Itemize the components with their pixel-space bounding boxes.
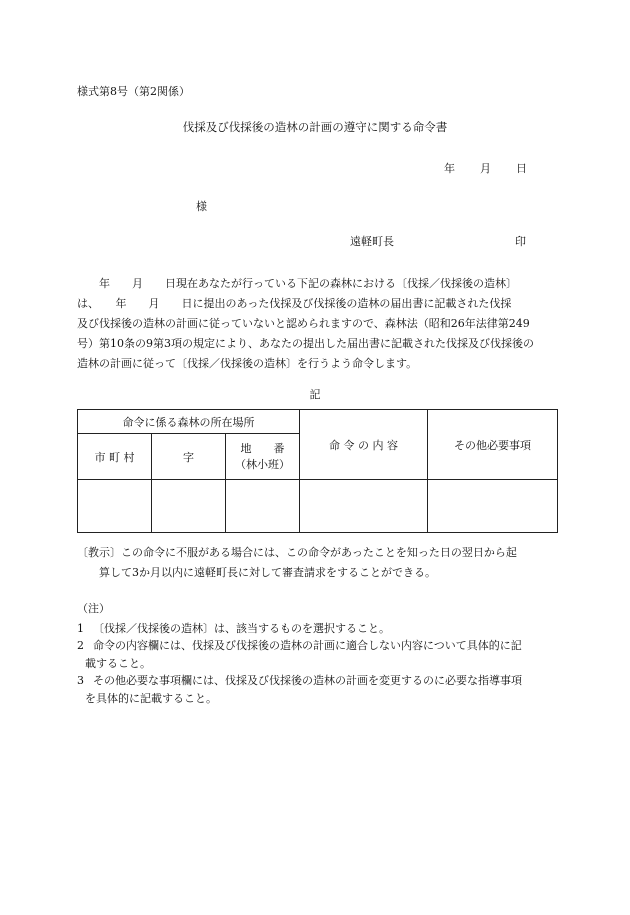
date-month: 月: [480, 162, 491, 175]
city-cell[interactable]: [78, 480, 152, 533]
chiban-header: [226, 434, 300, 480]
order-content-cell[interactable]: [300, 480, 428, 533]
note-text: 〔伐採／伐採後の造林〕は、該当するものを選択すること。: [93, 621, 390, 635]
addressee: 様: [196, 200, 207, 213]
note-item: [77, 637, 557, 655]
note-continuation: を具体的に記載すること。: [85, 691, 217, 705]
notice-line: 算して3か月以内に遠軽町長に対して審査請求をすることができる。: [99, 566, 436, 579]
aza-cell[interactable]: [152, 480, 226, 533]
notice: [77, 543, 557, 583]
city-header: 市 町 村: [78, 434, 152, 480]
chiban-label: 地 番: [240, 441, 285, 455]
note-item: [77, 620, 557, 638]
chiban-cell[interactable]: [226, 480, 300, 533]
order-table: [77, 409, 558, 533]
aza-header: 字: [152, 434, 226, 480]
order-content-header: 命 令 の 内 容: [300, 410, 428, 480]
body-line: は、 年 月 日に提出のあった伐採及び伐採後の造林の届出書に記載された伐採: [77, 297, 512, 310]
note-text: 命令の内容欄には、伐採及び伐採後の造林の計画に適合しない内容について具体的に記: [93, 639, 522, 652]
body-text: [77, 274, 557, 374]
notice-line: 〔教示〕この命令に不服がある場合には、この命令があったことを知った日の翌日から起: [77, 546, 517, 559]
note-item: [77, 672, 557, 690]
date-line: [444, 163, 527, 174]
chiban-sub-label: （林小班）: [235, 457, 290, 471]
body-line: 年 月 日現在あなたが行っている下記の森林における〔伐採／伐採後の造林〕: [77, 277, 517, 290]
other-items-header: その他必要事項: [428, 410, 558, 480]
other-items-cell[interactable]: [428, 480, 558, 533]
note-continuation: 載すること。: [85, 656, 151, 670]
form-number: 様式第8号（第2関係）: [77, 85, 190, 98]
ki-heading: 記: [309, 388, 321, 401]
body-line: 及び伐採後の造林の計画に従っていないと認められますので、森林法（昭和26年法律第249: [77, 317, 530, 330]
note-number: 1: [77, 621, 84, 635]
date-year: 年: [444, 162, 455, 175]
document-title: 伐採及び伐採後の造林の計画の遵守に関する命令書: [182, 120, 448, 134]
seal-mark: 印: [515, 235, 526, 248]
notes: [77, 600, 557, 707]
body-line: 号）第10条の9第3項の規定により、あなたの提出した届出書に記載された伐採及び伐採後の: [77, 337, 534, 350]
date-day: 日: [516, 162, 527, 175]
body-line: 造林の計画に従って〔伐採／伐採後の造林〕を行うよう命令します。: [77, 357, 418, 370]
note-text: その他必要な事項欄には、伐採及び伐採後の造林の計画を変更するのに必要な指導事項: [93, 674, 522, 687]
note-number: 3: [77, 674, 84, 687]
forest-location-header: 命令に係る森林の所在場所: [78, 410, 300, 434]
issuer: 遠軽町長: [350, 235, 394, 248]
note-number: 2: [77, 639, 84, 652]
notes-heading: （注）: [77, 602, 110, 615]
